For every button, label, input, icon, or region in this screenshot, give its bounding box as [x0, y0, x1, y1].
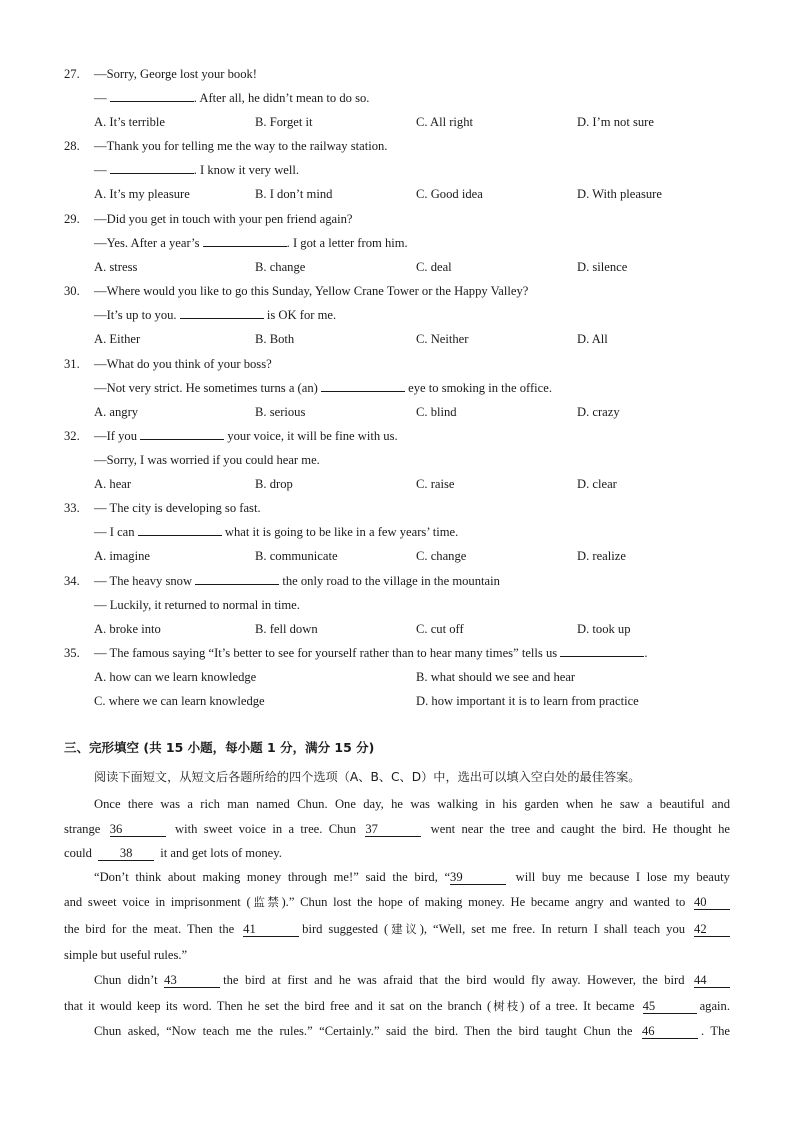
question-line-2: — . I know it very well.: [94, 158, 299, 182]
question-line-2: —Yes. After a year’s . I got a letter from him.: [94, 231, 408, 255]
blank-40[interactable]: 40: [694, 895, 730, 910]
option-a[interactable]: A. stress: [94, 260, 138, 275]
option-d[interactable]: D. I’m not sure: [577, 115, 654, 130]
option-b[interactable]: B. drop: [255, 477, 293, 492]
answer-blank[interactable]: [110, 88, 194, 102]
answer-blank[interactable]: [140, 426, 224, 440]
question-line-1: —Did you get in touch with your pen friend again?: [94, 212, 353, 226]
option-b[interactable]: B. Forget it: [255, 115, 313, 130]
question-line-1: —Sorry, George lost your book!: [94, 67, 257, 81]
option-c[interactable]: C. cut off: [416, 622, 464, 637]
blank-46[interactable]: 46: [642, 1024, 698, 1039]
option-d[interactable]: D. All: [577, 332, 608, 347]
option-d[interactable]: D. With pleasure: [577, 187, 662, 202]
option-d[interactable]: D. silence: [577, 260, 628, 275]
option-c[interactable]: C. Good idea: [416, 187, 483, 202]
question-number: 33.: [64, 501, 80, 515]
question-line-1: —What do you think of your boss?: [94, 357, 272, 371]
passage-line: “Don’t think about making money through me!” said the bird, “39 will buy me because I lose my beauty: [94, 870, 730, 884]
question-number: 31.: [64, 357, 80, 371]
question-number: 32.: [64, 429, 80, 443]
blank-37[interactable]: 37: [365, 822, 421, 837]
question-number: 27.: [64, 67, 80, 81]
passage-line: could 38 it and get lots of money.: [64, 846, 282, 860]
option-b[interactable]: B. what should we see and hear: [416, 670, 576, 685]
option-c[interactable]: C. blind: [416, 405, 457, 420]
answer-blank[interactable]: [180, 305, 264, 319]
answer-blank[interactable]: [110, 160, 194, 174]
option-c[interactable]: C. where we can learn knowledge: [94, 694, 265, 709]
question-27: [64, 62, 744, 135]
question-number: 30.: [64, 284, 80, 298]
option-c[interactable]: C. All right: [416, 115, 474, 130]
question-31: [64, 352, 744, 425]
option-d[interactable]: D. how important it is to learn from practice: [416, 694, 639, 709]
question-line-1: — The city is developing so fast.: [94, 501, 261, 515]
question-32: [64, 424, 744, 497]
options: [94, 472, 744, 496]
options-row-1: [94, 665, 744, 689]
option-c[interactable]: C. change: [416, 549, 467, 564]
question-35: [64, 641, 744, 714]
question-line-2: —Not very strict. He sometimes turns a (an) eye to smoking in the office.: [94, 376, 552, 400]
option-a[interactable]: A. It’s my pleasure: [94, 187, 190, 202]
question-line-2: —It’s up to you. is OK for me.: [94, 303, 336, 327]
option-b[interactable]: B. change: [255, 260, 306, 275]
options: [94, 327, 744, 351]
option-a[interactable]: A. Either: [94, 332, 141, 347]
passage-line: the bird for the meat. Then the 41 bird suggested (建议), “Well, set me free. In return I shall teach you 42: [64, 917, 730, 941]
question-line-1: —Where would you like to go this Sunday, Yellow Crane Tower or the Happy Valley?: [94, 284, 529, 298]
option-c[interactable]: C. raise: [416, 477, 455, 492]
question-line-2: —Sorry, I was worried if you could hear me.: [94, 453, 320, 468]
blank-42[interactable]: 42: [694, 922, 730, 937]
options: [94, 182, 744, 206]
options: [94, 544, 744, 568]
blank-39[interactable]: 39: [450, 870, 506, 885]
answer-blank[interactable]: [560, 643, 644, 657]
blank-45[interactable]: 45: [643, 999, 697, 1014]
option-d[interactable]: D. crazy: [577, 405, 620, 420]
blank-38[interactable]: 38: [98, 846, 154, 861]
option-c[interactable]: C. Neither: [416, 332, 469, 347]
question-29: [64, 207, 744, 280]
section-title: 三、完形填空 (共 15 小题，每小题 1 分，满分 15 分): [64, 740, 375, 755]
passage-line: and sweet voice in imprisonment (监禁).” Chun lost the hope of making money. He became angry and wanted to 40: [64, 890, 730, 914]
option-d[interactable]: D. realize: [577, 549, 626, 564]
answer-blank[interactable]: [138, 522, 222, 536]
option-d[interactable]: D. clear: [577, 477, 617, 492]
passage-line: simple but useful rules.”: [64, 948, 188, 962]
question-33: [64, 496, 744, 569]
question-number: 29.: [64, 212, 80, 226]
options: [94, 617, 744, 641]
options-row-2: [94, 689, 744, 713]
blank-41[interactable]: 41: [243, 922, 299, 937]
passage-line: Once there was a rich man named Chun. One day, he was walking in his garden when he saw a beautiful and: [94, 797, 730, 811]
question-30: [64, 279, 744, 352]
question-number: 28.: [64, 139, 80, 153]
question-line-1: —Thank you for telling me the way to the railway station.: [94, 139, 388, 153]
option-a[interactable]: A. It’s terrible: [94, 115, 165, 130]
passage-line: strange 36 with sweet voice in a tree. Chun 37 went near the tree and caught the bird. He thought he: [64, 822, 730, 836]
option-b[interactable]: B. communicate: [255, 549, 338, 564]
option-a[interactable]: A. imagine: [94, 549, 150, 564]
option-a[interactable]: A. broke into: [94, 622, 161, 637]
question-line-1: — The famous saying “It’s better to see for yourself rather than to hear many times” tells us .: [94, 641, 647, 665]
option-a[interactable]: A. hear: [94, 477, 132, 492]
question-number: 35.: [64, 646, 80, 660]
option-a[interactable]: A. angry: [94, 405, 139, 420]
question-line-2: — I can what it is going to be like in a few years’ time.: [94, 520, 458, 544]
question-line-2: — Luckily, it returned to normal in time.: [94, 598, 300, 613]
options: [94, 110, 744, 134]
blank-43[interactable]: 43: [164, 973, 220, 988]
question-line-1: —If you your voice, it will be fine with us.: [94, 424, 398, 448]
passage-line: Chun asked, “Now teach me the rules.” “Certainly.” said the bird. Then the bird taught Chun the 46 . The: [94, 1024, 730, 1038]
passage-line: Chun didn’t 43 the bird at first and he was afraid that the bird would fly away. However, the bird 44: [94, 968, 730, 992]
answer-blank[interactable]: [195, 571, 279, 585]
passage-line: that it would keep its word. Then he set the bird free and it sat on the branch (树枝) of a tree. It became 45 again.: [64, 999, 730, 1013]
blank-36[interactable]: 36: [110, 822, 166, 837]
question-line-2: — . After all, he didn’t mean to do so.: [94, 86, 369, 110]
answer-blank[interactable]: [203, 233, 287, 247]
question-34: [64, 569, 744, 642]
blank-44[interactable]: 44: [694, 973, 730, 988]
option-a[interactable]: A. how can we learn knowledge: [94, 670, 257, 685]
question-28: [64, 134, 744, 207]
option-b[interactable]: B. Both: [255, 332, 295, 347]
question-line-1: — The heavy snow the only road to the village in the mountain: [94, 569, 500, 593]
option-b[interactable]: B. serious: [255, 405, 306, 420]
option-d[interactable]: D. took up: [577, 622, 631, 637]
option-b[interactable]: B. I don’t mind: [255, 187, 333, 202]
option-b[interactable]: B. fell down: [255, 622, 318, 637]
question-number: 34.: [64, 574, 80, 588]
option-c[interactable]: C. deal: [416, 260, 452, 275]
options: [94, 400, 744, 424]
section-instruction: 阅读下面短文，从短文后各题所给的四个选项（A、B、C、D）中，选出可以填入空白处的最佳答案。: [94, 770, 641, 784]
options: [94, 255, 744, 279]
answer-blank[interactable]: [321, 378, 405, 392]
